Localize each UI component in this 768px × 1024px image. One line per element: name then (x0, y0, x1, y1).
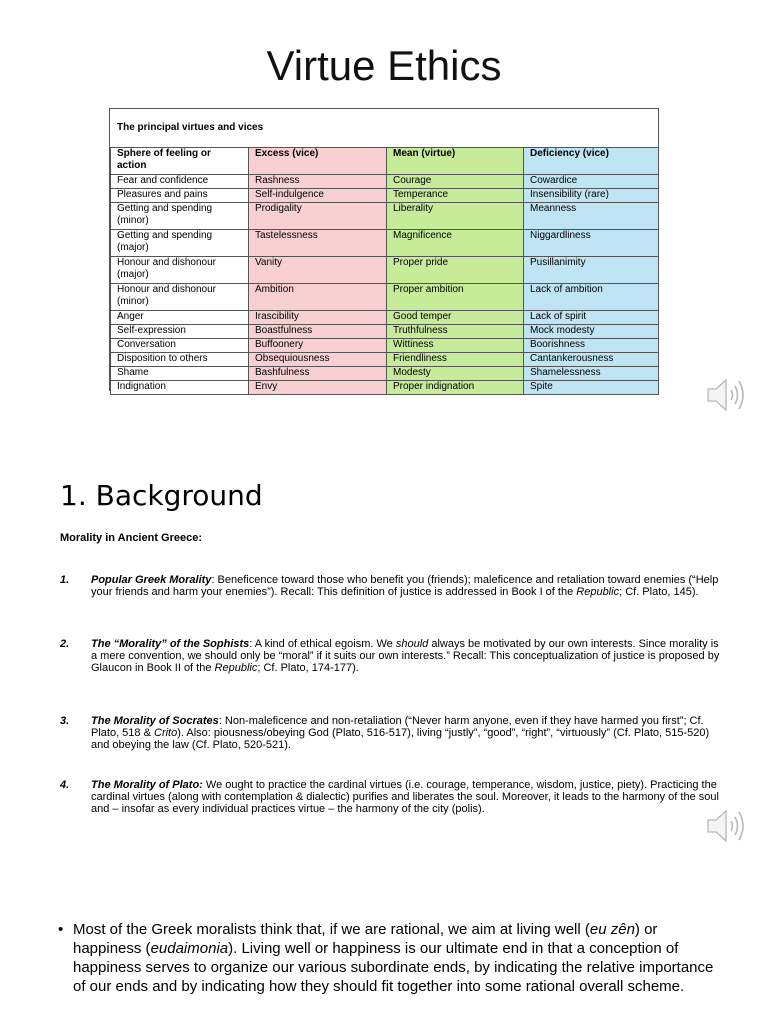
table-row (111, 189, 659, 203)
item-lead: Popular Greek Morality (91, 574, 212, 586)
speaker-icon[interactable] (705, 806, 753, 846)
cell-mean: Magnificence (387, 230, 524, 257)
table-row (111, 175, 659, 189)
item-body (91, 638, 720, 674)
cell-deficiency: Lack of ambition (524, 284, 659, 311)
cell-deficiency: Insensibility (rare) (524, 189, 659, 203)
header-excess: Excess (vice) (249, 148, 387, 175)
list-item (60, 574, 720, 614)
cell-deficiency: Boorishness (524, 339, 659, 353)
cell-sphere: Getting and spending (major) (111, 230, 249, 257)
cell-mean: Courage (387, 175, 524, 189)
item-text: : Non-maleficence and non-retaliation (“Never harm anyone, even if they have harmed you first”; Cf. Plato, 518 & (91, 715, 704, 739)
item-body (91, 715, 720, 751)
page-title: Virtue Ethics (266, 42, 502, 89)
item-number: 2. (60, 638, 70, 650)
cell-mean: Friendliness (387, 353, 524, 367)
cell-mean: Good temper (387, 311, 524, 325)
header-sphere: Sphere of feeling or action (111, 148, 249, 175)
cell-sphere: Disposition to others (111, 353, 249, 367)
item-emphasis: should (395, 638, 429, 650)
bullet-segment: ). Living well or happiness is our ultimate end in that a conception of happiness serves to organize our various subordinate ends, by indicating the relative importance of our ends and by indicating how they should fit together into some rational overall scheme. (73, 940, 714, 995)
item-number: 1. (60, 574, 70, 586)
speaker-icon-graphic (705, 806, 753, 846)
cell-excess: Rashness (249, 175, 387, 189)
table-row (111, 203, 659, 230)
cell-excess: Self-indulgence (249, 189, 387, 203)
bullet-text (73, 920, 718, 996)
item-emphasis: Republic (214, 662, 258, 674)
header-deficiency: Deficiency (vice) (524, 148, 659, 175)
cell-deficiency: Meanness (524, 203, 659, 230)
cell-excess: Obsequiousness (249, 353, 387, 367)
list-item (60, 638, 720, 688)
cell-excess: Envy (249, 381, 387, 395)
cell-mean: Wittiness (387, 339, 524, 353)
item-lead: The Morality of Socrates (91, 715, 219, 727)
table-row (111, 257, 659, 284)
cell-deficiency: Pusillanimity (524, 257, 659, 284)
item-body (91, 574, 720, 598)
list-item (60, 715, 720, 755)
item-lead: The Morality of Plato: (91, 779, 203, 791)
item-text: We ought to practice the cardinal virtues (i.e. courage, temperance, wisdom, justice, piety). Practicing the cardinal virtues (along with contemplation & dialectic) purifies and liberates the soul. Moreover, it leads to the harmony of the soul and – insofar as every individual practices virtue – the harmony of the city (polis). (91, 779, 719, 815)
cell-mean: Modesty (387, 367, 524, 381)
cell-deficiency: Niggardliness (524, 230, 659, 257)
cell-sphere: Conversation (111, 339, 249, 353)
table-row (111, 325, 659, 339)
bullet-emphasis: eu zên (589, 921, 635, 938)
cell-excess: Boastfulness (249, 325, 387, 339)
table-row (111, 230, 659, 257)
cell-sphere: Honour and dishonour (major) (111, 257, 249, 284)
item-text: : A kind of ethical egoism. We (249, 638, 396, 650)
cell-sphere: Self-expression (111, 325, 249, 339)
cell-excess: Buffoonery (249, 339, 387, 353)
cell-sphere: Fear and confidence (111, 175, 249, 189)
cell-mean: Proper pride (387, 257, 524, 284)
header-mean: Mean (virtue) (387, 148, 524, 175)
table-row (111, 311, 659, 325)
cell-excess: Prodigality (249, 203, 387, 230)
cell-sphere: Shame (111, 367, 249, 381)
cell-deficiency: Cowardice (524, 175, 659, 189)
cell-sphere: Anger (111, 311, 249, 325)
list-item (60, 779, 720, 831)
cell-sphere: Honour and dishonour (minor) (111, 284, 249, 311)
cell-sphere: Pleasures and pains (111, 189, 249, 203)
table-row (111, 284, 659, 311)
cell-excess: Bashfulness (249, 367, 387, 381)
item-text: ; Cf. Plato, 145). (619, 586, 699, 598)
item-text: ; Cf. Plato, 174-177). (257, 662, 359, 674)
item-text: always be motivated by our own interests. Since morality is a mere convention, we should only be “moral” if it suits our own interests.” Recall: This conceptualization of justice is proposed by Glaucon in Book II of the (91, 638, 720, 674)
cell-deficiency: Spite (524, 381, 659, 395)
bullet-emphasis: eudaimonia (150, 940, 229, 957)
item-number: 3. (60, 715, 70, 727)
bullet-segment: ) or happiness ( (73, 921, 658, 957)
section-intro: Morality in Ancient Greece: (60, 532, 203, 544)
table-row (111, 381, 659, 395)
cell-deficiency: Mock modesty (524, 325, 659, 339)
table-caption: The principal virtues and vices (117, 122, 264, 133)
cell-excess: Vanity (249, 257, 387, 284)
item-emphasis: Republic (576, 586, 620, 598)
table-row (111, 339, 659, 353)
item-text: : Beneficence toward those who benefit you (friends); maleficence and retaliation toward enemies (“Help your friends and harm your enemies”). Recall: This definition of justice is addressed in Book I of the (91, 574, 719, 598)
table-row (111, 353, 659, 367)
cell-excess: Irascibility (249, 311, 387, 325)
cell-sphere: Indignation (111, 381, 249, 395)
speaker-icon[interactable] (705, 375, 753, 415)
table-row (111, 367, 659, 381)
section-heading: 1. Background (60, 479, 263, 512)
cell-excess: Tastelessness (249, 230, 387, 257)
cell-mean: Liberality (387, 203, 524, 230)
item-body (91, 779, 720, 815)
cell-deficiency: Shamelessness (524, 367, 659, 381)
item-number: 4. (60, 779, 70, 791)
item-text: ). Also: piousness/obeying God (Plato, 516-517), living “justly”, “good”, “right”, “virtuously” (Cf. Plato, 515-520) and obeying the law (Cf. Plato, 520-521). (91, 727, 710, 751)
bullet-dot: • (58, 921, 64, 938)
virtues-grid (110, 147, 659, 395)
speaker-icon-graphic (705, 375, 753, 415)
cell-mean: Truthfulness (387, 325, 524, 339)
item-lead: The “Morality” of the Sophists (91, 638, 250, 650)
bullet-segment: Most of the Greek moralists think that, if we are rational, we aim at living well ( (73, 921, 590, 938)
cell-deficiency: Lack of spirit (524, 311, 659, 325)
cell-mean: Proper ambition (387, 284, 524, 311)
virtues-table (109, 108, 659, 391)
item-emphasis: Crito (154, 727, 178, 739)
cell-mean: Proper indignation (387, 381, 524, 395)
cell-sphere: Getting and spending (minor) (111, 203, 249, 230)
cell-deficiency: Cantankerousness (524, 353, 659, 367)
cell-excess: Ambition (249, 284, 387, 311)
cell-mean: Temperance (387, 189, 524, 203)
